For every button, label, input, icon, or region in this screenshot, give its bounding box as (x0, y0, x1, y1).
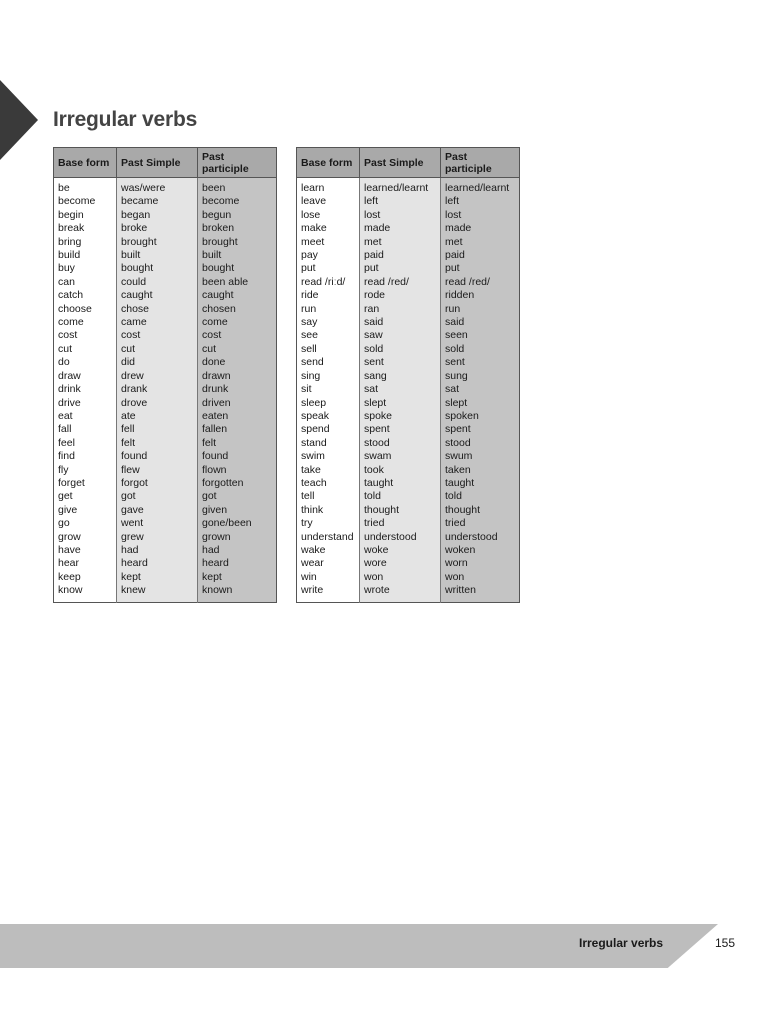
table-row (297, 316, 520, 329)
base-form-cell: have (54, 544, 117, 557)
page-title: Irregular verbs (53, 108, 198, 131)
table-row (54, 504, 277, 517)
past-simple-cell: did (117, 356, 198, 369)
past-participle-cell: kept (198, 571, 277, 584)
table-row (297, 410, 520, 423)
table-row (54, 370, 277, 383)
past-participle-cell: spoken (441, 410, 520, 423)
past-simple-cell: drew (117, 370, 198, 383)
table-row (297, 303, 520, 316)
table-row (297, 262, 520, 275)
base-form-cell: eat (54, 410, 117, 423)
past-participle-cell: done (198, 356, 277, 369)
table-row (297, 195, 520, 208)
base-form-cell: sell (297, 343, 360, 356)
past-participle-cell: put (441, 262, 520, 275)
past-simple-cell: put (360, 262, 441, 275)
table-row (54, 410, 277, 423)
base-form-cell: think (297, 504, 360, 517)
past-participle-cell: seen (441, 329, 520, 342)
past-simple-cell: sang (360, 370, 441, 383)
past-participle-cell: got (198, 490, 277, 503)
table-row (297, 490, 520, 503)
base-form-cell: tell (297, 490, 360, 503)
base-form-cell: become (54, 195, 117, 208)
past-simple-cell: sat (360, 383, 441, 396)
table-row (297, 276, 520, 289)
verbs-table-body-left (54, 178, 277, 603)
table-row (54, 517, 277, 530)
past-participle-cell: swum (441, 450, 520, 463)
past-participle-cell: felt (198, 437, 277, 450)
past-simple-cell: won (360, 571, 441, 584)
base-form-cell: understand (297, 531, 360, 544)
base-form-cell: teach (297, 477, 360, 490)
past-participle-cell: driven (198, 397, 277, 410)
table-row (297, 477, 520, 490)
base-form-cell: choose (54, 303, 117, 316)
past-participle-cell: won (441, 571, 520, 584)
header-past-participle: Past participle (441, 148, 520, 178)
past-simple-cell: found (117, 450, 198, 463)
past-participle-cell: tried (441, 517, 520, 530)
table-row (54, 222, 277, 235)
past-simple-cell: got (117, 490, 198, 503)
past-participle-cell: come (198, 316, 277, 329)
past-simple-cell: came (117, 316, 198, 329)
past-participle-cell: left (441, 195, 520, 208)
table-row (297, 178, 520, 196)
base-form-cell: read /riːd/ (297, 276, 360, 289)
table-row (54, 356, 277, 369)
past-simple-cell: broke (117, 222, 198, 235)
past-participle-cell: been able (198, 276, 277, 289)
past-participle-cell: stood (441, 437, 520, 450)
table-row (54, 343, 277, 356)
base-form-cell: drive (54, 397, 117, 410)
past-simple-cell: fell (117, 423, 198, 436)
past-participle-cell: cut (198, 343, 277, 356)
past-participle-cell: chosen (198, 303, 277, 316)
base-form-cell: draw (54, 370, 117, 383)
base-form-cell: say (297, 316, 360, 329)
header-past-simple: Past Simple (117, 148, 198, 178)
base-form-cell: begin (54, 209, 117, 222)
table-row (297, 356, 520, 369)
base-form-cell: write (297, 584, 360, 602)
past-simple-cell: said (360, 316, 441, 329)
past-simple-cell: thought (360, 504, 441, 517)
table-row (297, 209, 520, 222)
past-simple-cell: read /red/ (360, 276, 441, 289)
past-simple-cell: grew (117, 531, 198, 544)
past-simple-cell: paid (360, 249, 441, 262)
table-row (297, 571, 520, 584)
table-row (297, 544, 520, 557)
base-form-cell: pay (297, 249, 360, 262)
table-row (297, 437, 520, 450)
past-simple-cell: flew (117, 464, 198, 477)
table-row (297, 504, 520, 517)
past-simple-cell: gave (117, 504, 198, 517)
table-row (297, 423, 520, 436)
table-row (54, 584, 277, 602)
past-simple-cell: sent (360, 356, 441, 369)
past-participle-cell: fallen (198, 423, 277, 436)
past-participle-cell: found (198, 450, 277, 463)
past-participle-cell: ridden (441, 289, 520, 302)
base-form-cell: swim (297, 450, 360, 463)
past-simple-cell: made (360, 222, 441, 235)
base-form-cell: put (297, 262, 360, 275)
past-simple-cell: went (117, 517, 198, 530)
table-row (297, 464, 520, 477)
base-form-cell: learn (297, 178, 360, 196)
past-simple-cell: swam (360, 450, 441, 463)
past-simple-cell: cut (117, 343, 198, 356)
past-simple-cell: was/were (117, 178, 198, 196)
past-participle-cell: heard (198, 557, 277, 570)
base-form-cell: come (54, 316, 117, 329)
past-participle-cell: paid (441, 249, 520, 262)
base-form-cell: get (54, 490, 117, 503)
past-participle-cell: thought (441, 504, 520, 517)
past-participle-cell: understood (441, 531, 520, 544)
past-participle-cell: made (441, 222, 520, 235)
base-form-cell: cut (54, 343, 117, 356)
past-simple-cell: sold (360, 343, 441, 356)
table-row (54, 423, 277, 436)
base-form-cell: see (297, 329, 360, 342)
past-participle-cell: grown (198, 531, 277, 544)
table-row (54, 490, 277, 503)
past-participle-cell: cost (198, 329, 277, 342)
past-simple-cell: drank (117, 383, 198, 396)
base-form-cell: hear (54, 557, 117, 570)
base-form-cell: lose (297, 209, 360, 222)
table-row (54, 329, 277, 342)
header-base-form: Base form (54, 148, 117, 178)
past-participle-cell: spent (441, 423, 520, 436)
past-participle-cell: met (441, 236, 520, 249)
irregular-verbs-table-right (296, 147, 520, 603)
base-form-cell: try (297, 517, 360, 530)
base-form-cell: drink (54, 383, 117, 396)
past-participle-cell: flown (198, 464, 277, 477)
table-row (297, 531, 520, 544)
past-participle-cell: learned/learnt (441, 178, 520, 196)
past-participle-cell: drawn (198, 370, 277, 383)
past-simple-cell: wrote (360, 584, 441, 602)
page-number: 155 (715, 936, 736, 950)
past-simple-cell: built (117, 249, 198, 262)
table-row (54, 544, 277, 557)
header-past-participle: Past participle (198, 148, 277, 178)
table-row (297, 249, 520, 262)
table-row (54, 383, 277, 396)
table-row (297, 517, 520, 530)
base-form-cell: win (297, 571, 360, 584)
table-row (297, 289, 520, 302)
table-header-row (54, 148, 277, 178)
past-simple-cell: had (117, 544, 198, 557)
base-form-cell: bring (54, 236, 117, 249)
past-simple-cell: took (360, 464, 441, 477)
table-row (54, 276, 277, 289)
table-row (54, 303, 277, 316)
past-simple-cell: bought (117, 262, 198, 275)
past-participle-cell: forgotten (198, 477, 277, 490)
past-simple-cell: rode (360, 289, 441, 302)
past-simple-cell: became (117, 195, 198, 208)
table-row (54, 178, 277, 196)
past-simple-cell: spent (360, 423, 441, 436)
table-row (54, 437, 277, 450)
base-form-cell: break (54, 222, 117, 235)
past-participle-cell: bought (198, 262, 277, 275)
table-row (297, 222, 520, 235)
past-simple-cell: chose (117, 303, 198, 316)
past-participle-cell: run (441, 303, 520, 316)
base-form-cell: ride (297, 289, 360, 302)
past-simple-cell: ran (360, 303, 441, 316)
past-participle-cell: broken (198, 222, 277, 235)
table-row (54, 450, 277, 463)
past-simple-cell: stood (360, 437, 441, 450)
base-form-cell: forget (54, 477, 117, 490)
table-row (54, 262, 277, 275)
past-simple-cell: tried (360, 517, 441, 530)
table-row (297, 584, 520, 602)
past-participle-cell: taken (441, 464, 520, 477)
base-form-cell: speak (297, 410, 360, 423)
header-past-simple: Past Simple (360, 148, 441, 178)
base-form-cell: meet (297, 236, 360, 249)
past-participle-cell: read /red/ (441, 276, 520, 289)
table-row (297, 236, 520, 249)
base-form-cell: leave (297, 195, 360, 208)
past-participle-cell: begun (198, 209, 277, 222)
past-simple-cell: woke (360, 544, 441, 557)
base-form-cell: be (54, 178, 117, 196)
base-form-cell: sing (297, 370, 360, 383)
past-simple-cell: forgot (117, 477, 198, 490)
past-participle-cell: told (441, 490, 520, 503)
base-form-cell: feel (54, 437, 117, 450)
table-row (297, 557, 520, 570)
base-form-cell: know (54, 584, 117, 602)
past-simple-cell: began (117, 209, 198, 222)
table-row (54, 464, 277, 477)
base-form-cell: wear (297, 557, 360, 570)
base-form-cell: make (297, 222, 360, 235)
table-row (54, 531, 277, 544)
past-simple-cell: spoke (360, 410, 441, 423)
footer-section-label: Irregular verbs (579, 936, 664, 950)
table-row (297, 370, 520, 383)
base-form-cell: find (54, 450, 117, 463)
table-header-row (297, 148, 520, 178)
table-row (54, 477, 277, 490)
past-participle-cell: sold (441, 343, 520, 356)
table-row (297, 329, 520, 342)
past-simple-cell: slept (360, 397, 441, 410)
table-row (54, 195, 277, 208)
base-form-cell: can (54, 276, 117, 289)
past-simple-cell: could (117, 276, 198, 289)
past-simple-cell: taught (360, 477, 441, 490)
base-form-cell: do (54, 356, 117, 369)
base-form-cell: give (54, 504, 117, 517)
table-row (54, 249, 277, 262)
past-participle-cell: woken (441, 544, 520, 557)
past-participle-cell: become (198, 195, 277, 208)
past-participle-cell: written (441, 584, 520, 602)
past-simple-cell: caught (117, 289, 198, 302)
past-participle-cell: slept (441, 397, 520, 410)
irregular-verbs-table-left (53, 147, 277, 603)
past-participle-cell: drunk (198, 383, 277, 396)
past-simple-cell: lost (360, 209, 441, 222)
past-participle-cell: said (441, 316, 520, 329)
base-form-cell: fall (54, 423, 117, 436)
base-form-cell: build (54, 249, 117, 262)
base-form-cell: run (297, 303, 360, 316)
past-participle-cell: lost (441, 209, 520, 222)
past-participle-cell: sent (441, 356, 520, 369)
past-simple-cell: met (360, 236, 441, 249)
past-participle-cell: gone/been (198, 517, 277, 530)
past-simple-cell: felt (117, 437, 198, 450)
past-participle-cell: built (198, 249, 277, 262)
table-row (54, 397, 277, 410)
past-participle-cell: eaten (198, 410, 277, 423)
table-row (297, 383, 520, 396)
past-participle-cell: known (198, 584, 277, 602)
past-simple-cell: wore (360, 557, 441, 570)
past-simple-cell: learned/learnt (360, 178, 441, 196)
verbs-table-body-right (297, 178, 520, 603)
past-participle-cell: caught (198, 289, 277, 302)
table-row (54, 289, 277, 302)
past-participle-cell: sat (441, 383, 520, 396)
table-row (297, 450, 520, 463)
table-row (297, 343, 520, 356)
past-simple-cell: kept (117, 571, 198, 584)
base-form-cell: keep (54, 571, 117, 584)
past-simple-cell: saw (360, 329, 441, 342)
past-simple-cell: left (360, 195, 441, 208)
past-participle-cell: taught (441, 477, 520, 490)
past-participle-cell: had (198, 544, 277, 557)
past-simple-cell: told (360, 490, 441, 503)
base-form-cell: fly (54, 464, 117, 477)
past-participle-cell: brought (198, 236, 277, 249)
base-form-cell: wake (297, 544, 360, 557)
past-participle-cell: been (198, 178, 277, 196)
past-simple-cell: understood (360, 531, 441, 544)
past-simple-cell: ate (117, 410, 198, 423)
base-form-cell: stand (297, 437, 360, 450)
base-form-cell: send (297, 356, 360, 369)
table-row (54, 209, 277, 222)
base-form-cell: sleep (297, 397, 360, 410)
table-row (54, 236, 277, 249)
table-row (54, 557, 277, 570)
past-participle-cell: worn (441, 557, 520, 570)
past-participle-cell: given (198, 504, 277, 517)
past-simple-cell: cost (117, 329, 198, 342)
base-form-cell: go (54, 517, 117, 530)
past-simple-cell: brought (117, 236, 198, 249)
past-simple-cell: drove (117, 397, 198, 410)
table-row (297, 397, 520, 410)
corner-tab-decoration (0, 80, 38, 160)
base-form-cell: grow (54, 531, 117, 544)
header-base-form: Base form (297, 148, 360, 178)
past-simple-cell: heard (117, 557, 198, 570)
base-form-cell: take (297, 464, 360, 477)
table-row (54, 316, 277, 329)
table-row (54, 571, 277, 584)
past-simple-cell: knew (117, 584, 198, 602)
base-form-cell: sit (297, 383, 360, 396)
base-form-cell: buy (54, 262, 117, 275)
base-form-cell: catch (54, 289, 117, 302)
base-form-cell: spend (297, 423, 360, 436)
past-participle-cell: sung (441, 370, 520, 383)
base-form-cell: cost (54, 329, 117, 342)
